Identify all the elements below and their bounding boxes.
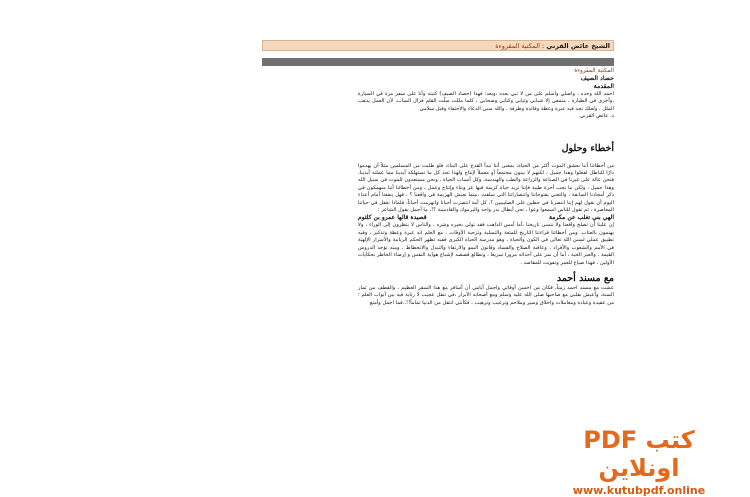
breadcrumb-author[interactable]: الشيخ عائض القرني (546, 42, 610, 50)
chapter-paragraph: من أخطائنا أننا نعشق الموت أكثر من الحياة، بمعنى أننا نبدأ القدح على البناء، فلو طلبت من المسلمين مثلاً أن يهدموا دارًا للباطل لفعلوا وهذا جميل ، لكنهم لا يبنون مجتمعاً أو معملاً لإنتاج ولهذا تجد كل ما تستهلكه أيدينا مما عملته أيدينا، فنحن عالة على غيرنا في الصناعة والزراعة والطب والهندسة، وكل أسباب الحياة ، ونحن مستعدون للموت في سبيل الله وهذا جميل ، ولكن ما نحب أحرة طيبة فإننا نريد حياة كريمة فيها عز وبناء وإنتاج وعمل ، ومن أخطائنا أننا منهمكون في ذكر أمجادنا السابقة ، والتغني بفتوحاتنا وانتصاراتنا التي سلفت ،بينما نعيش الهزيمة في واقعنا ؟ ، فهل ينفعنا أمام أعداء اليوم أن نقول لهم إننا انتصرنا في حطين على الصليبيين ؟، كل أمة انتصرت أحيانا وانهزمت أحياناً، فلماذا نغفل في حياتنا المعاصرة ، ثم نقول للناس اسمعوا وعوا ، نحن أبطال بدر واحد واليرموك والقادسية ؟!، ما أجمل بقول الشاعر : (358, 162, 614, 214)
chapter2-paragraph: عشت مع مسند احمد زمناً، فكان من احسن أوقاتي واجمل أيامي أن أسافر مع هذا السفر العظيم ، والقطف من ثمار السنة، وأعيش بقلبي مع صاحبها صلى الله عليه وسلم ومع أصحابه الأبرار ،في تنقل عجيب لا رتابة فيه بين أبواب العلم ؛ من عقيدة وعبادة ومعاملات واخلاق وسير وملاحم وترغيب وترهيب ، فكأنني انتقل من الدنيا تماماً!!..فما اجمل وأمتع (358, 284, 614, 306)
intro-paragraph: احمد الله وحده ، واصلي واسلم على من لا نبي بعده ،وبعد: فهذا (حصاد الصيف) كتبته وأنا على سفر مرة في السيارة ،وأخرى في الطيارة ، متمعي إلا شبابي وثيابي وكتابي وصحابي ، كلما مللت سلّت القلم فزال الساب، لأن العمل يذهب الملل ، ولعلك تجد فيه عبرة وعظة وفائدة وطرفة ، والله منني الدعاء والاحتفاء وقبل سلامي (358, 91, 614, 112)
poem-verse-right: الهي بني تغلب عن مكرمة (549, 214, 614, 222)
header-bar (262, 58, 614, 66)
section-label[interactable]: المكتبة المقروءة (574, 68, 614, 74)
breadcrumb-separator: : (541, 42, 545, 50)
site-watermark (554, 426, 724, 497)
document-body (262, 66, 614, 307)
chapter-paragraph-2: إن علينا أن نصلح واقعنا ولا ننسى تاريخنا ،أما أمس الذاهب فقد تولى بخيره وشره ، والناس لا ينظرون إلى الوراء ، ولا يهتمون بالعتاب. ومن أخطائنا قراءتنا التاريخ للمتعة والتسلية وتزجية الأوقات ، مع العلم انه عبرة وعظة وتذكير ، وفيه تطبيق عملي لسنن الله تعالى في الكون والحياة ، وهو مدرسة الحياة الكبرى فقيه تظهر الحكم الربانية والأسرار الإلهية في الأمم والشعوب والأفراد ، وعاقبة الصلاح والفساد وقانون النمو والارتقاء والتبدل والانحطاط ، ومنه تؤخذ الدروس القيمة ، والعبر الحية ، أما أن نمر على أحداثه مرورا سريعا ، ونطالع قصصه لإشباع هواية النفس و إرضاء الخاطر بحكايات الأولين ، فهذا ضياع للعمر وتفويت للمقاصد . (358, 222, 614, 266)
watermark-url: www.kutubpdf.online (572, 484, 706, 497)
chapter-title-2: مع مسند أحمد (556, 272, 614, 284)
book-title: حصاد الصيف (580, 75, 614, 82)
chapter-title: أخطاء وحلول (561, 142, 614, 154)
poem-verse-left: قصيدة قالها عمرو بن كلثوم (358, 214, 427, 222)
breadcrumb-section[interactable]: المكتبة المقروءة (495, 42, 540, 50)
author-signature: د. عائض القرني (579, 113, 614, 120)
breadcrumb (262, 40, 614, 51)
watermark-title: كتب PDF اونلاين (583, 426, 695, 482)
intro-heading: المقدمة (593, 83, 614, 90)
